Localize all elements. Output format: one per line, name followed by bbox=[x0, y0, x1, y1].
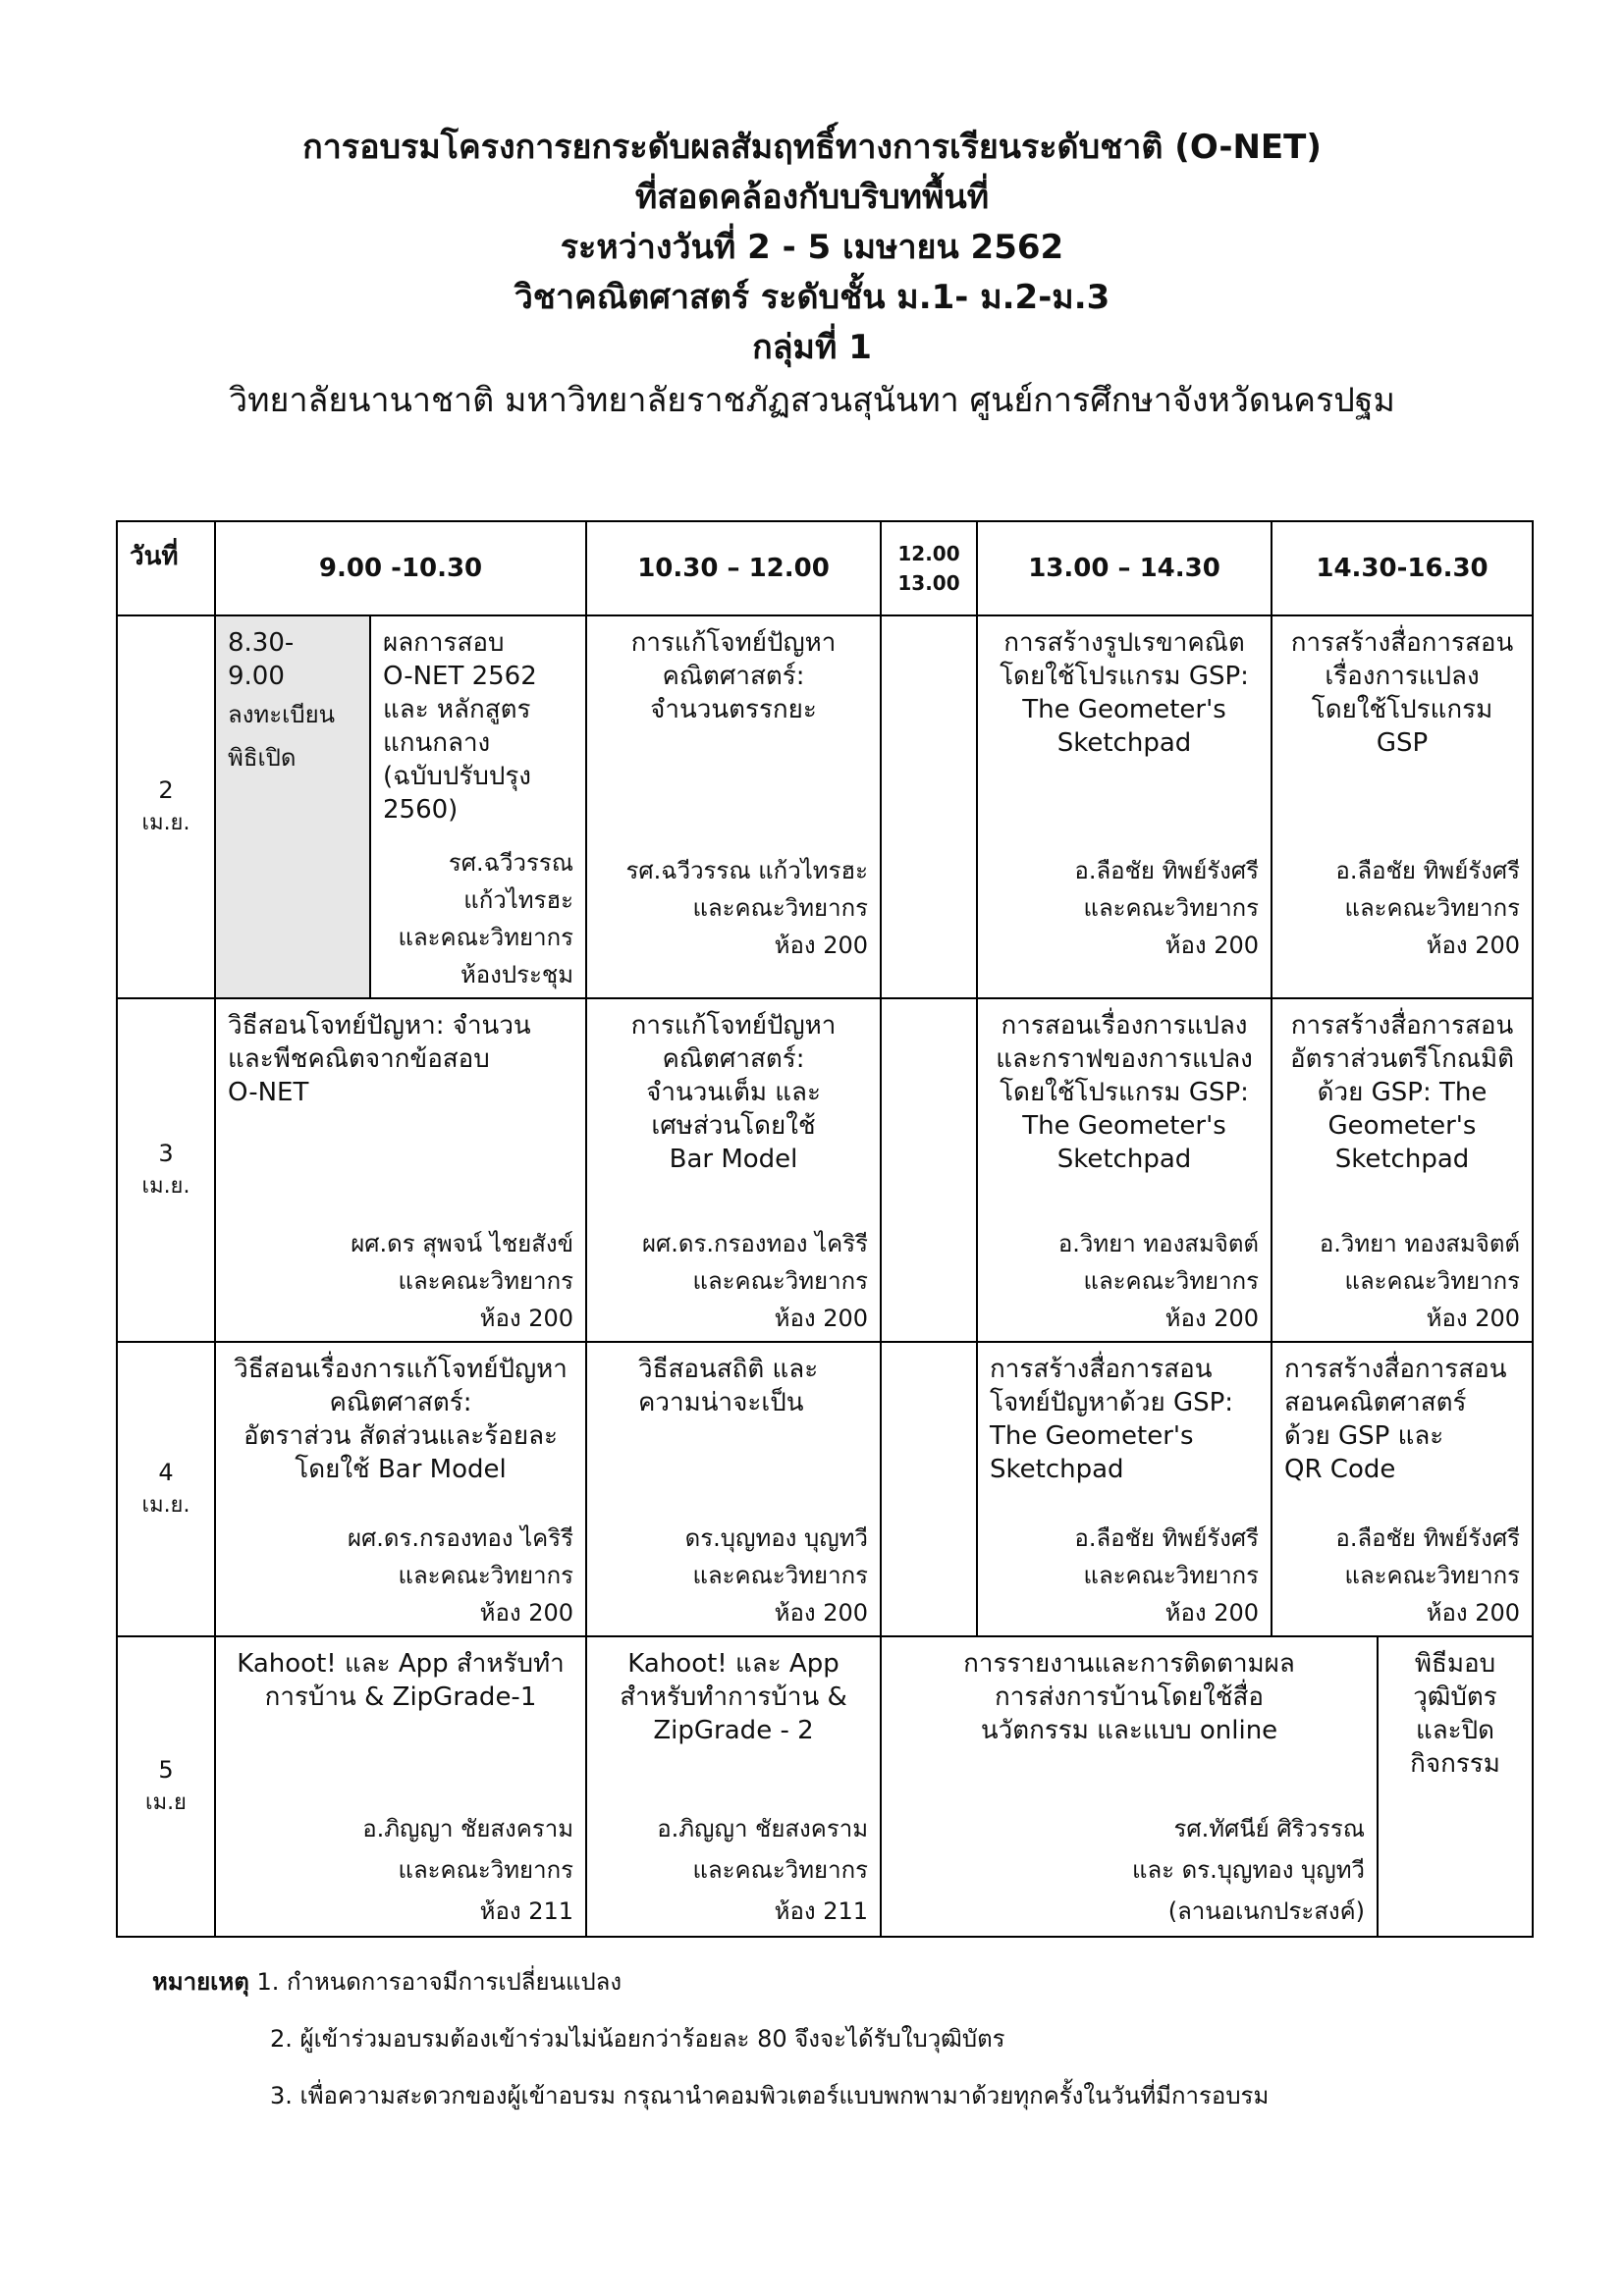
day-cell bbox=[117, 998, 215, 1342]
session-cell bbox=[586, 998, 881, 1342]
session-speaker: อ.ลือชัย ทิพย์รังศรี และคณะวิทยากร ห้อง 200 bbox=[1335, 857, 1521, 959]
schedule-table bbox=[116, 520, 1534, 1938]
title-line-1: การอบรมโครงการยกระดับผลสัมฤทธิ์ทางการเรียนระดับชาติ (O-NET) bbox=[302, 128, 1322, 167]
day-number: 3 bbox=[158, 1140, 174, 1167]
session-speaker: รศ.ฉวีวรรณ แก้วไทรฮะ และคณะวิทยากร ห้องประชุม bbox=[398, 849, 574, 988]
session-title: Kahoot! และ App สำหรับทำ การบ้าน & ZipGrade-1 bbox=[237, 1649, 565, 1712]
session-title: พิธีมอบ วุฒิบัตร และปิด กิจกรรม bbox=[1410, 1649, 1500, 1779]
header-day: วันที่ bbox=[117, 521, 215, 615]
note-text: 1. กำหนดการอาจมีการเปลี่ยนแปลง bbox=[256, 1968, 623, 1996]
session-title: วิธีสอนโจทย์ปัญหา: จำนวน และพีชคณิตจากข้อสอบ O-NET bbox=[228, 1011, 531, 1107]
session-speaker: รศ.ทัศนีย์ ศิริวรรณ และ ดร.บุญทอง บุญทวี (ลานอเนกประสงค์) bbox=[1131, 1815, 1366, 1925]
institution-name: วิทยาลัยนานาชาติ มหาวิทยาลัยราชภัฏสวนสุนันทา ศูนย์การศึกษาจังหวัดนครปฐม bbox=[229, 381, 1395, 420]
session-cell bbox=[977, 998, 1272, 1342]
lunch-start: 12.00 bbox=[897, 542, 960, 565]
session-cell bbox=[1272, 615, 1533, 998]
session-cell bbox=[370, 615, 586, 998]
session-title: Kahoot! และ App สำหรับทำการบ้าน & ZipGrade - 2 bbox=[620, 1649, 847, 1745]
registration-text: ลงทะเบียน พิธิเปิด bbox=[228, 701, 336, 772]
session-speaker: ดร.บุญทอง บุญทวี และคณะวิทยากร ห้อง 200 bbox=[684, 1524, 869, 1627]
session-speaker: อ.ภิญญา ชัยสงคราม และคณะวิทยากร ห้อง 211 bbox=[362, 1815, 574, 1925]
session-cell bbox=[1378, 1636, 1533, 1937]
lunch-end: 13.00 bbox=[897, 571, 960, 595]
table-row bbox=[117, 615, 1533, 998]
document-header bbox=[0, 123, 1624, 426]
session-speaker: อ.วิทยา ทองสมจิตต์ และคณะวิทยากร ห้อง 200 bbox=[1057, 1230, 1260, 1332]
registration-cell bbox=[215, 615, 370, 998]
lunch-cell bbox=[881, 615, 977, 998]
session-cell bbox=[881, 1636, 1378, 1937]
session-title: การสร้างสื่อการสอน อัตราส่วนตรีโกณมิติ ด้วย GSP: The Geometer's Sketchpad bbox=[1290, 1011, 1515, 1174]
session-title: ผลการสอบ O-NET 2562 และ หลักสูตร แกนกลาง (ฉบับปรับปรุง 2560) bbox=[383, 628, 537, 825]
day-month: เม.ย. bbox=[141, 1174, 190, 1199]
session-title: การสร้างรูปเรขาคณิต โดยใช้โปรแกรม GSP: The Geometer's Sketchpad bbox=[1000, 628, 1249, 758]
session-cell bbox=[1272, 998, 1533, 1342]
session-title: การสร้างสื่อการสอน สอนคณิตศาสตร์ ด้วย GSP และ QR Code bbox=[1284, 1355, 1507, 1484]
header-slot-3: 13.00 – 14.30 bbox=[977, 521, 1272, 615]
session-speaker: อ.ลือชัย ทิพย์รังศรี และคณะวิทยากร ห้อง 200 bbox=[1074, 857, 1260, 959]
session-title: วิธีสอนสถิติ และ ความน่าจะเป็น bbox=[638, 1355, 819, 1417]
session-title: การสร้างสื่อการสอน เรื่องการแปลง โดยใช้โปรแกรม GSP bbox=[1290, 628, 1514, 758]
registration-time: 8.30- 9.00 bbox=[228, 628, 295, 691]
session-cell bbox=[977, 615, 1272, 998]
session-cell bbox=[586, 1342, 881, 1636]
header-slot-4: 14.30-16.30 bbox=[1272, 521, 1533, 615]
session-cell bbox=[977, 1342, 1272, 1636]
lunch-cell bbox=[881, 998, 977, 1342]
session-title: การแก้โจทย์ปัญหา คณิตศาสตร์: จำนวนเต็ม และ เศษส่วนโดยใช้ Bar Model bbox=[630, 1011, 837, 1174]
session-title: วิธีสอนเรื่องการแก้โจทย์ปัญหา คณิตศาสตร์: อัตราส่วน สัดส่วนและร้อยละ โดยใช้ Bar Model bbox=[234, 1355, 568, 1484]
session-speaker: ผศ.ดร.กรองทอง ไคริรี และคณะวิทยากร ห้อง 200 bbox=[347, 1524, 574, 1627]
title-group: กลุ่มที่ 1 bbox=[752, 328, 872, 367]
session-speaker: ผศ.ดร.กรองทอง ไคริรี และคณะวิทยากร ห้อง 200 bbox=[641, 1230, 869, 1332]
day-month: เม.ย. bbox=[141, 811, 190, 835]
session-cell bbox=[586, 1636, 881, 1937]
header-slot-1: 9.00 -10.30 bbox=[215, 521, 586, 615]
notes-section bbox=[152, 1953, 1269, 2124]
session-cell bbox=[215, 1342, 586, 1636]
day-number: 5 bbox=[158, 1756, 174, 1784]
session-cell bbox=[1272, 1342, 1533, 1636]
title-dates: ระหว่างวันที่ 2 - 5 เมษายน 2562 bbox=[560, 228, 1064, 267]
day-cell bbox=[117, 1636, 215, 1937]
day-cell bbox=[117, 1342, 215, 1636]
header-row bbox=[117, 521, 1533, 615]
note-1 bbox=[152, 1953, 1269, 2010]
session-title: การรายงานและการติดตามผล การส่งการบ้านโดยใช้สื่อ นวัตกรรม และแบบ online bbox=[963, 1649, 1295, 1745]
note-2: 2. ผู้เข้าร่วมอบรมต้องเข้าร่วมไม่น้อยกว่าร้อยละ 80 จึงจะได้รับใบวุฒิบัตร bbox=[270, 2025, 1005, 2053]
title-subject: วิชาคณิตศาสตร์ ระดับชั้น ม.1- ม.2-ม.3 bbox=[514, 278, 1110, 317]
session-cell bbox=[215, 1636, 586, 1937]
session-title: การแก้โจทย์ปัญหา คณิตศาสตร์: จำนวนตรรกยะ bbox=[630, 628, 837, 724]
session-cell bbox=[215, 998, 586, 1342]
session-speaker: อ.ลือชัย ทิพย์รังศรี และคณะวิทยากร ห้อง 200 bbox=[1335, 1524, 1521, 1627]
session-speaker: รศ.ฉวีวรรณ แก้วไทรฮะ และคณะวิทยากร ห้อง 200 bbox=[625, 857, 869, 959]
day-number: 2 bbox=[158, 776, 174, 804]
session-speaker: ผศ.ดร สุพจน์ ไชยสังข์ และคณะวิทยากร ห้อง 200 bbox=[351, 1230, 574, 1332]
table-row bbox=[117, 998, 1533, 1342]
session-cell bbox=[586, 615, 881, 998]
day-month: เม.ย. bbox=[141, 1493, 190, 1518]
table-row bbox=[117, 1636, 1533, 1937]
session-title: การสอนเรื่องการแปลง และกราฟของการแปลง โดยใช้โปรแกรม GSP: The Geometer's Sketchpad bbox=[996, 1011, 1253, 1174]
day-month: เม.ย bbox=[145, 1790, 187, 1815]
session-speaker: อ.ภิญญา ชัยสงคราม และคณะวิทยากร ห้อง 211 bbox=[657, 1815, 869, 1925]
day-number: 4 bbox=[158, 1459, 174, 1486]
note-3: 3. เพื่อความสะดวกของผู้เข้าอบรม กรุณานำคอมพิวเตอร์แบบพกพามาด้วยทุกครั้งในวันที่มีการอบรม bbox=[270, 2082, 1270, 2109]
title-line-2: ที่สอดคล้องกับบริบทพื้นที่ bbox=[634, 178, 990, 217]
notes-label: หมายเหตุ bbox=[152, 1968, 249, 1996]
session-title: การสร้างสื่อการสอน โจทย์ปัญหาด้วย GSP: The Geometer's Sketchpad bbox=[990, 1355, 1234, 1484]
session-speaker: อ.วิทยา ทองสมจิตต์ และคณะวิทยากร ห้อง 200 bbox=[1319, 1230, 1521, 1332]
session-speaker: อ.ลือชัย ทิพย์รังศรี และคณะวิทยากร ห้อง 200 bbox=[1074, 1524, 1260, 1627]
header-slot-2: 10.30 – 12.00 bbox=[586, 521, 881, 615]
lunch-cell bbox=[881, 1342, 977, 1636]
day-cell bbox=[117, 615, 215, 998]
header-lunch bbox=[881, 521, 977, 615]
table-row bbox=[117, 1342, 1533, 1636]
